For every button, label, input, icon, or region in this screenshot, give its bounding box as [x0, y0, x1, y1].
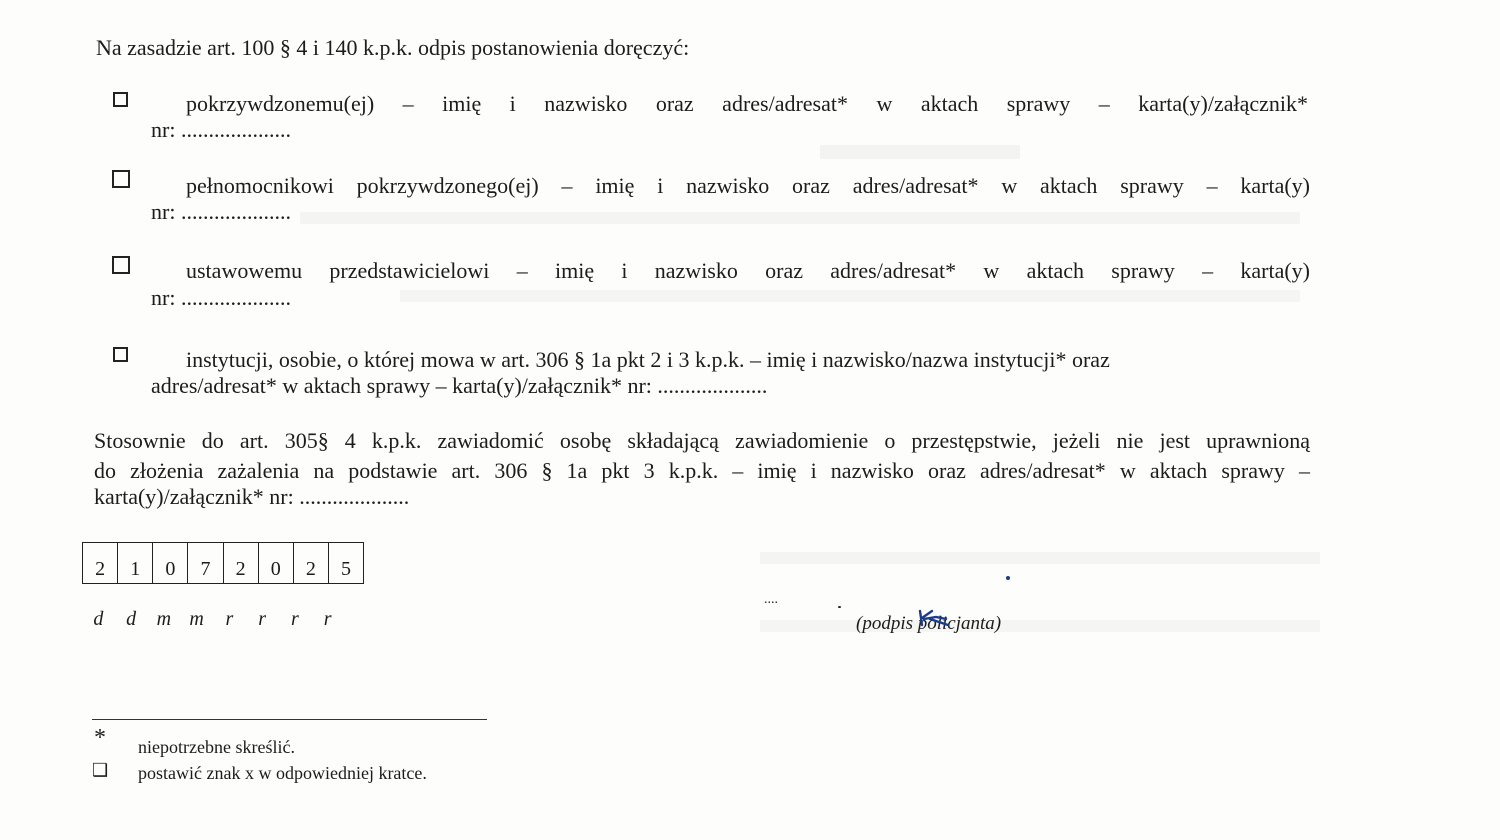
footnote-text-checkbox: postawić znak x w odpowiedniej kratce.	[138, 763, 427, 783]
bleed-through-shadow	[400, 290, 1300, 302]
footnote-mark-checkbox: ❑	[92, 760, 109, 780]
signature-dots: ....	[764, 592, 778, 607]
bleed-through-shadow	[300, 212, 1300, 224]
date-box	[82, 542, 364, 584]
date-label: d	[126, 608, 137, 630]
item-pelnomocnik-line1: pełnomocnikowi pokrzywdzonego(ej) – imię i nazwisko oraz adres/adresat* w aktach sprawy – karta(y)	[186, 173, 1310, 198]
date-format-labels	[82, 608, 344, 631]
notice-line2: do złożenia zażalenia na podstawie art. 306 § 1a pkt 3 k.p.k. – imię i nazwisko oraz adres/adresat* w aktach sprawy –	[94, 458, 1310, 483]
signature-scribble	[916, 607, 954, 629]
checkbox-instytucja[interactable]	[113, 347, 128, 362]
item-przedstawiciel-line1: ustawowemu przedstawicielowi – imię i nazwisko oraz adres/adresat* w aktach sprawy – karta(y)	[186, 258, 1310, 283]
notice-line3: karta(y)/załącznik* nr: ....................	[94, 484, 410, 509]
item-instytucja-line1: instytucji, osobie, o której mowa w art. 306 § 1a pkt 2 i 3 k.p.k. – imię i nazwisko/nazwa instytucji* oraz	[186, 347, 1110, 372]
intro-text: Na zasadzie art. 100 § 4 i 140 k.p.k. odpis postanowienia doręczyć:	[96, 35, 690, 60]
ink-dot	[838, 606, 841, 608]
date-label: r	[258, 608, 267, 630]
checkbox-pelnomocnik[interactable]	[112, 170, 130, 188]
checkbox-przedstawiciel[interactable]	[112, 256, 130, 274]
item-pokrzywdzony-line1: pokrzywdzonemu(ej) – imię i nazwisko oraz adres/adresat* w aktach sprawy – karta(y)/załącznik*	[186, 91, 1308, 116]
item-instytucja-line2: adres/adresat* w aktach sprawy – karta(y)/załącznik* nr: ....................	[151, 373, 768, 398]
date-label: r	[290, 608, 299, 630]
date-digit: 0	[153, 543, 188, 583]
item-pelnomocnik-line2: nr: ....................	[151, 199, 291, 224]
date-digit: 7	[188, 543, 223, 583]
bleed-through-shadow	[820, 145, 1020, 159]
footnote-text-asterisk: niepotrzebne skreślić.	[138, 737, 295, 757]
date-label: r	[225, 608, 234, 630]
date-digit: 0	[259, 543, 294, 583]
date-digit: 2	[224, 543, 259, 583]
checkbox-pokrzywdzony[interactable]	[113, 92, 128, 107]
date-digit: 1	[118, 543, 153, 583]
signature-label: (podpis policjanta)	[856, 613, 1002, 634]
date-label: m	[189, 608, 204, 630]
footnote-mark-asterisk: *	[94, 725, 106, 751]
bleed-through-shadow	[760, 620, 1320, 632]
date-label: r	[323, 608, 332, 630]
footnote-separator	[92, 719, 487, 720]
notice-line1: Stosownie do art. 305§ 4 k.p.k. zawiadomić osobę składającą zawiadomienie o przestępstwie, jeżeli nie jest uprawnioną	[94, 428, 1310, 453]
item-przedstawiciel-line2: nr: ....................	[151, 285, 291, 310]
item-pokrzywdzony-line2: nr: ....................	[151, 117, 291, 142]
date-digit: 2	[294, 543, 329, 583]
date-label: m	[156, 608, 172, 630]
date-digit: 2	[83, 543, 118, 583]
date-digit: 5	[340, 558, 351, 580]
ink-dot	[1006, 576, 1010, 580]
date-label: d	[93, 608, 104, 630]
bleed-through-shadow	[760, 552, 1320, 564]
